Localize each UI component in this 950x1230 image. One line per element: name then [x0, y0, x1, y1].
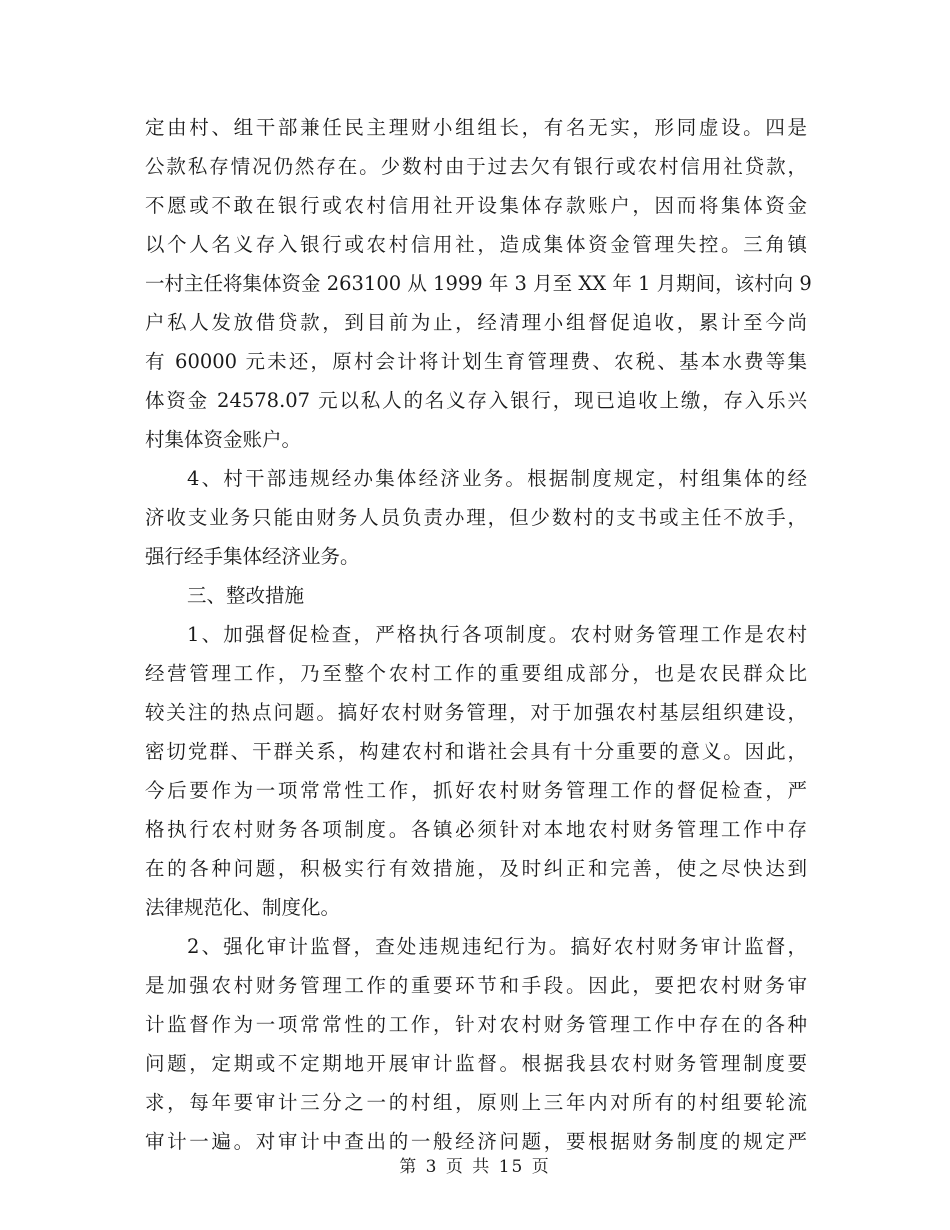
paragraph-start-line: 2、强化审计监督，查处违规违纪行为。搞好农村财务审计监督，: [187, 935, 807, 958]
body-line: 在的各种问题，积极实行有效措施，及时纠正和完善，使之尽快达到: [145, 857, 807, 880]
body-line: 一村主任将集体资金 263100 从 1999 年 3 月至 XX 年 1 月期间，该村向 9: [145, 272, 812, 295]
body-line: 今后要作为一项常常性工作，抓好农村财务管理工作的督促检查，严: [145, 779, 807, 802]
body-line: 经营管理工作，乃至整个农村工作的重要组成部分，也是农民群众比: [145, 662, 807, 685]
paragraph-start-line: 1、加强督促检查，严格执行各项制度。农村财务管理工作是农村: [187, 623, 807, 646]
body-line: 户私人发放借贷款，到目前为止，经清理小组督促追收，累计至今尚: [145, 311, 807, 334]
body-line: 法律规范化、制度化。: [145, 896, 341, 919]
body-line: 不愿或不敢在银行或农村信用社开设集体存款账户，因而将集体资金: [145, 194, 807, 217]
body-line: 有 60000 元未还，原村会计将计划生育管理费、农税、基本水费等集: [145, 350, 807, 373]
section-heading: 三、整改措施: [187, 584, 305, 607]
body-line: 济收支业务只能由财务人员负责办理，但少数村的支书或主任不放手，: [145, 506, 807, 529]
body-line: 密切党群、干群关系，构建农村和谐社会具有十分重要的意义。因此，: [145, 740, 807, 763]
body-line: 体资金 24578.07 元以私人的名义存入银行，现已追收上缴，存入乐兴: [145, 389, 807, 412]
body-line: 求，每年要审计三分之一的村组，原则上三年内对所有的村组要轮流: [145, 1091, 807, 1114]
body-line: 格执行农村财务各项制度。各镇必须针对本地农村财务管理工作中存: [145, 818, 807, 841]
body-line: 以个人名义存入银行或农村信用社，造成集体资金管理失控。三角镇: [145, 233, 807, 256]
body-line: 计监督作为一项常常性的工作，针对农村财务管理工作中存在的各种: [145, 1013, 807, 1036]
body-line: 公款私存情况仍然存在。少数村由于过去欠有银行或农村信用社贷款，: [145, 155, 807, 178]
body-line: 强行经手集体经济业务。: [145, 545, 360, 568]
body-line: 定由村、组干部兼任民主理财小组组长，有名无实，形同虚设。四是: [145, 116, 807, 139]
page-number-footer: 第 3 页 共 15 页: [399, 1157, 551, 1177]
body-line: 问题，定期或不定期地开展审计监督。根据我县农村财务管理制度要: [145, 1052, 807, 1075]
paragraph-start-line: 4、村干部违规经办集体经济业务。根据制度规定，村组集体的经: [187, 467, 807, 490]
body-line: 较关注的热点问题。搞好农村财务管理，对于加强农村基层组织建设，: [145, 701, 807, 724]
body-line: 是加强农村财务管理工作的重要环节和手段。因此，要把农村财务审: [145, 974, 807, 997]
body-line: 村集体资金账户。: [145, 428, 302, 451]
body-line: 审计一遍。对审计中查出的一般经济问题，要根据财务制度的规定严: [145, 1130, 807, 1153]
document-body: [145, 108, 812, 1161]
